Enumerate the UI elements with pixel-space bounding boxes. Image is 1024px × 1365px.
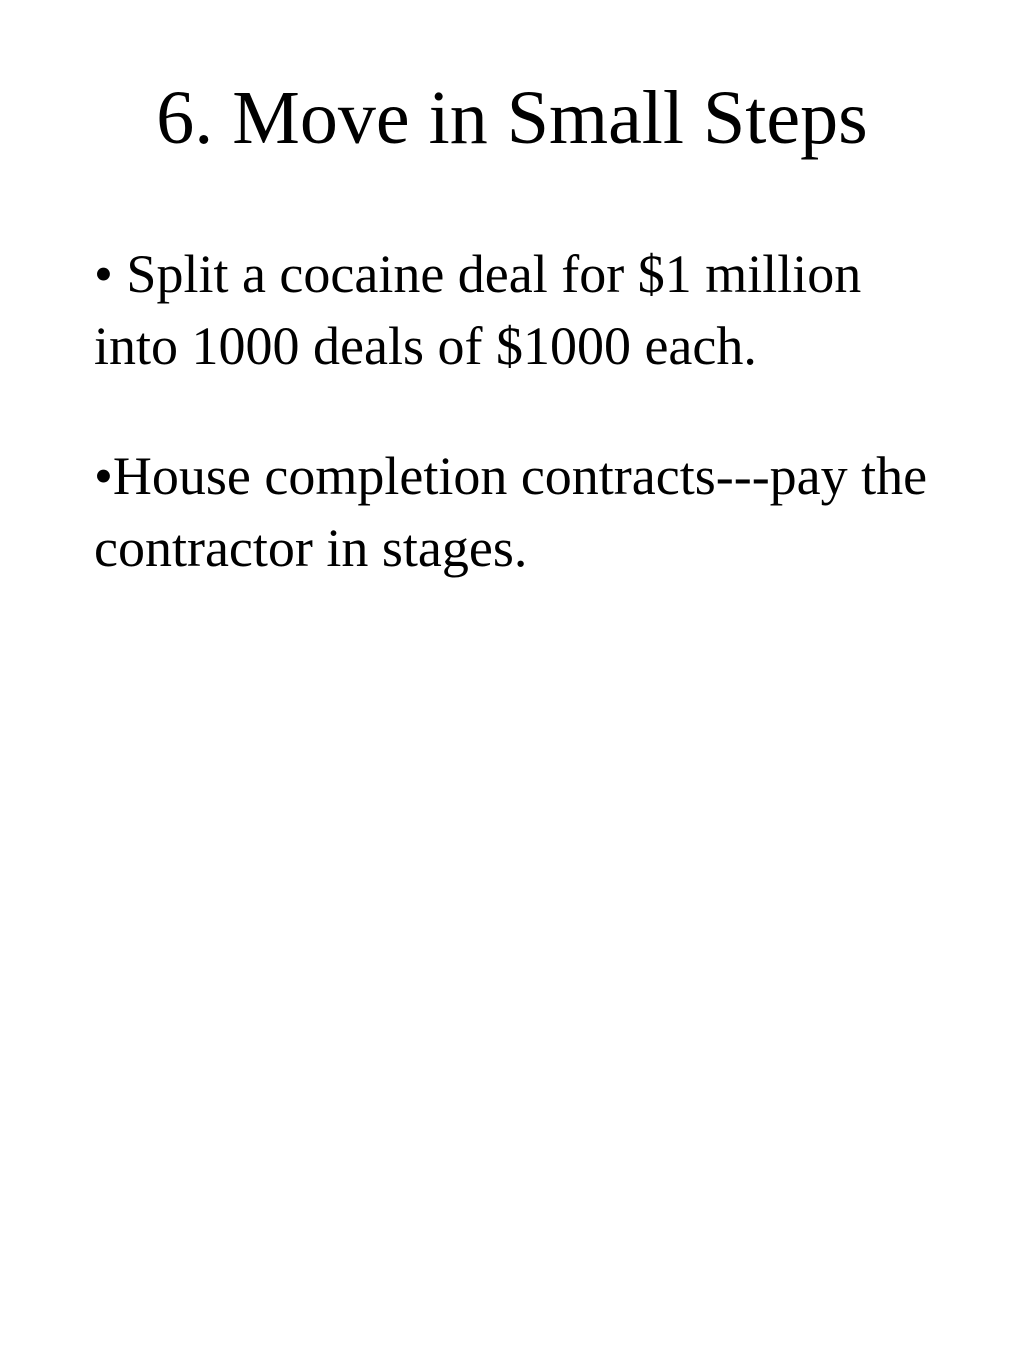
bullet-list (94, 238, 954, 642)
slide-title: 6. Move in Small Steps (156, 76, 868, 160)
bullet-item: •House completion contracts---pay the contractor in stages. (94, 446, 928, 578)
bullet-item: • Split a cocaine deal for $1 million into 1000 deals of $1000 each. (94, 244, 862, 376)
